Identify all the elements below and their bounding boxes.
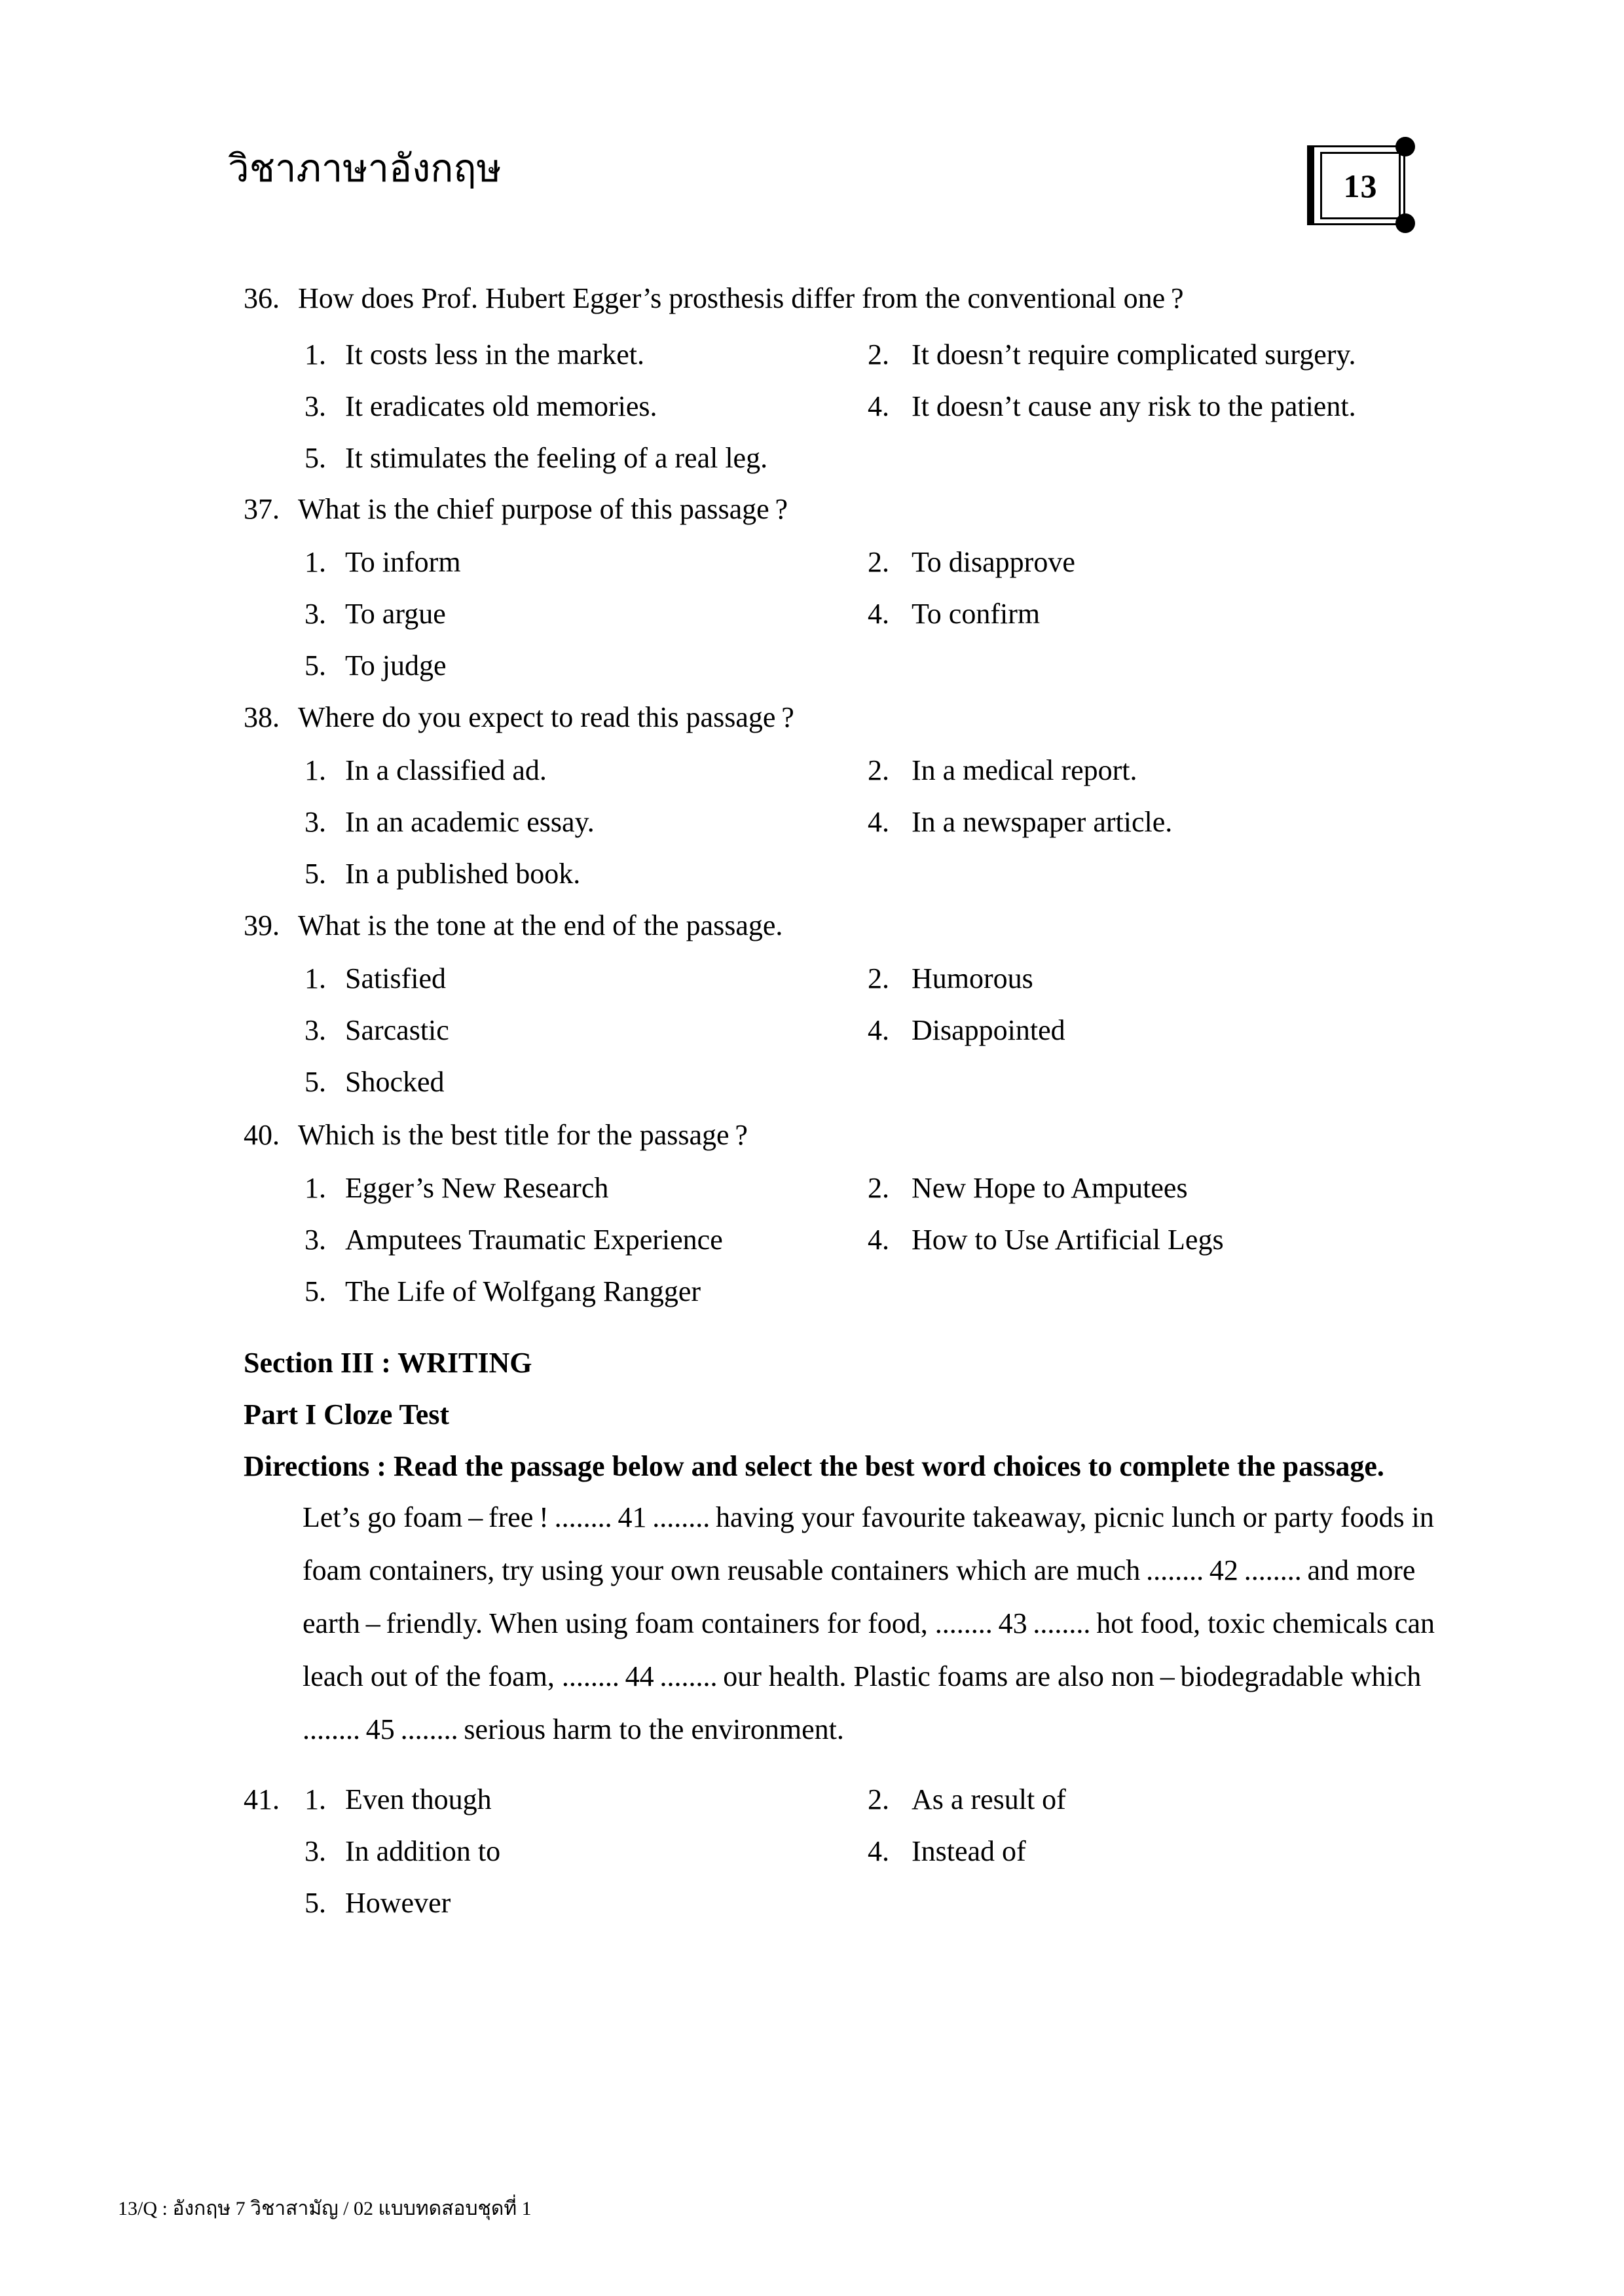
option-number: 1. <box>304 754 326 786</box>
part-heading: Part I Cloze Test <box>244 1398 450 1430</box>
passage-line: Let’s go foam – free ! ........ 41 ........ having your favourite takeaway, picnic lunch or party foods in <box>303 1501 1434 1533</box>
option-number: 4. <box>868 598 889 630</box>
question-number: 37. <box>244 493 280 525</box>
option-label: It doesn’t require complicated surgery. <box>912 338 1356 371</box>
question-number: 38. <box>244 701 280 733</box>
option-number: 2. <box>868 338 889 371</box>
option-label: In an academic essay. <box>345 806 595 838</box>
option-label: Satisfied <box>345 962 446 994</box>
option-number: 3. <box>304 1014 326 1046</box>
question-text: What is the tone at the end of the passage. <box>298 909 783 941</box>
question-number: 39. <box>244 909 280 941</box>
option-label: It doesn’t cause any risk to the patient. <box>912 390 1356 422</box>
option-label: Instead of <box>912 1835 1026 1867</box>
question-text: Which is the best title for the passage ? <box>298 1119 748 1151</box>
option-number: 4. <box>868 806 889 838</box>
passage-line: earth – friendly. When using foam containers for food, ........ 43 ........ hot food, toxic chemicals can <box>303 1607 1435 1639</box>
question-stem <box>0 282 1624 322</box>
subject-title: วิชาภาษาอังกฤษ <box>228 147 502 190</box>
question-stem <box>0 1118 1624 1159</box>
question-stem <box>0 1783 1624 1823</box>
page-number-box <box>1307 145 1405 225</box>
option-number: 1. <box>304 338 326 371</box>
option-label: It eradicates old memories. <box>345 390 657 422</box>
option-label: To argue <box>345 598 446 630</box>
option-label: In a published book. <box>345 858 581 890</box>
option-number: 4. <box>868 1835 889 1867</box>
corner-dot-top-right-icon <box>1395 137 1415 156</box>
option-number: 5. <box>304 649 326 682</box>
option-label: To disapprove <box>912 546 1075 578</box>
option-number: 3. <box>304 806 326 838</box>
option-label: Sarcastic <box>345 1014 449 1046</box>
option-number: 2. <box>868 962 889 994</box>
option-number: 2. <box>868 1783 889 1815</box>
passage-line: leach out of the foam, ........ 44 ........ our health. Plastic foams are also non – biodegradable which <box>303 1660 1422 1692</box>
option-number: 4. <box>868 1014 889 1046</box>
question-stem <box>0 909 1624 949</box>
option-label: It costs less in the market. <box>345 338 645 371</box>
option-number: 1. <box>304 546 326 578</box>
question-text: Where do you expect to read this passage ? <box>298 701 794 733</box>
option-label: Shocked <box>345 1066 445 1098</box>
option-number: 3. <box>304 390 326 422</box>
question-text: What is the chief purpose of this passage ? <box>298 493 788 525</box>
option-label: The Life of Wolfgang Rangger <box>345 1275 701 1307</box>
question-number: 40. <box>244 1119 280 1151</box>
option-label: Disappointed <box>912 1014 1065 1046</box>
option-number: 4. <box>868 390 889 422</box>
question-number: 41. <box>244 1783 280 1815</box>
option-label: To inform <box>345 546 461 578</box>
page-footer: 13/Q : อังกฤษ 7 วิชาสามัญ / 02 แบบทดสอบชุดที่ 1 <box>118 2198 532 2219</box>
option-label: Egger’s New Research <box>345 1172 609 1204</box>
option-number: 5. <box>304 442 326 474</box>
option-label: However <box>345 1887 451 1919</box>
option-number: 5. <box>304 1887 326 1919</box>
question-number: 36. <box>244 282 280 314</box>
option-label: It stimulates the feeling of a real leg. <box>345 442 768 474</box>
option-label: To confirm <box>912 598 1041 630</box>
option-label: In a newspaper article. <box>912 806 1173 838</box>
question-text: How does Prof. Hubert Egger’s prosthesis differ from the conventional one ? <box>298 282 1184 314</box>
question-stem <box>0 492 1624 533</box>
option-number: 5. <box>304 1066 326 1098</box>
option-label: New Hope to Amputees <box>912 1172 1188 1204</box>
option-number: 4. <box>868 1224 889 1256</box>
option-number: 2. <box>868 1172 889 1204</box>
passage-line: foam containers, try using your own reusable containers which are much ........ 42 ........ and more <box>303 1554 1416 1586</box>
option-label: Humorous <box>912 962 1033 994</box>
option-label: How to Use Artificial Legs <box>912 1224 1224 1256</box>
page-number: 13 <box>1343 167 1378 204</box>
corner-dot-bottom-right-icon <box>1395 213 1415 233</box>
section-heading: Section III : WRITING <box>244 1347 532 1379</box>
option-label: Even though <box>345 1783 492 1815</box>
directions-text: Directions : Read the passage below and select the best word choices to complete the passage. <box>244 1450 1384 1482</box>
option-number: 2. <box>868 754 889 786</box>
question-stem <box>0 701 1624 741</box>
option-number: 1. <box>304 1783 326 1815</box>
option-number: 3. <box>304 1224 326 1256</box>
option-label: In a classified ad. <box>345 754 547 786</box>
option-number: 2. <box>868 546 889 578</box>
option-label: To judge <box>345 649 447 682</box>
option-label: In a medical report. <box>912 754 1137 786</box>
option-number: 1. <box>304 962 326 994</box>
option-number: 5. <box>304 858 326 890</box>
option-label: As a result of <box>912 1783 1066 1815</box>
option-label: Amputees Traumatic Experience <box>345 1224 723 1256</box>
passage-line: ........ 45 ........ serious harm to the environment. <box>303 1713 844 1745</box>
option-number: 3. <box>304 598 326 630</box>
option-label: In addition to <box>345 1835 501 1867</box>
option-number: 3. <box>304 1835 326 1867</box>
option-number: 1. <box>304 1172 326 1204</box>
option-number: 5. <box>304 1275 326 1307</box>
